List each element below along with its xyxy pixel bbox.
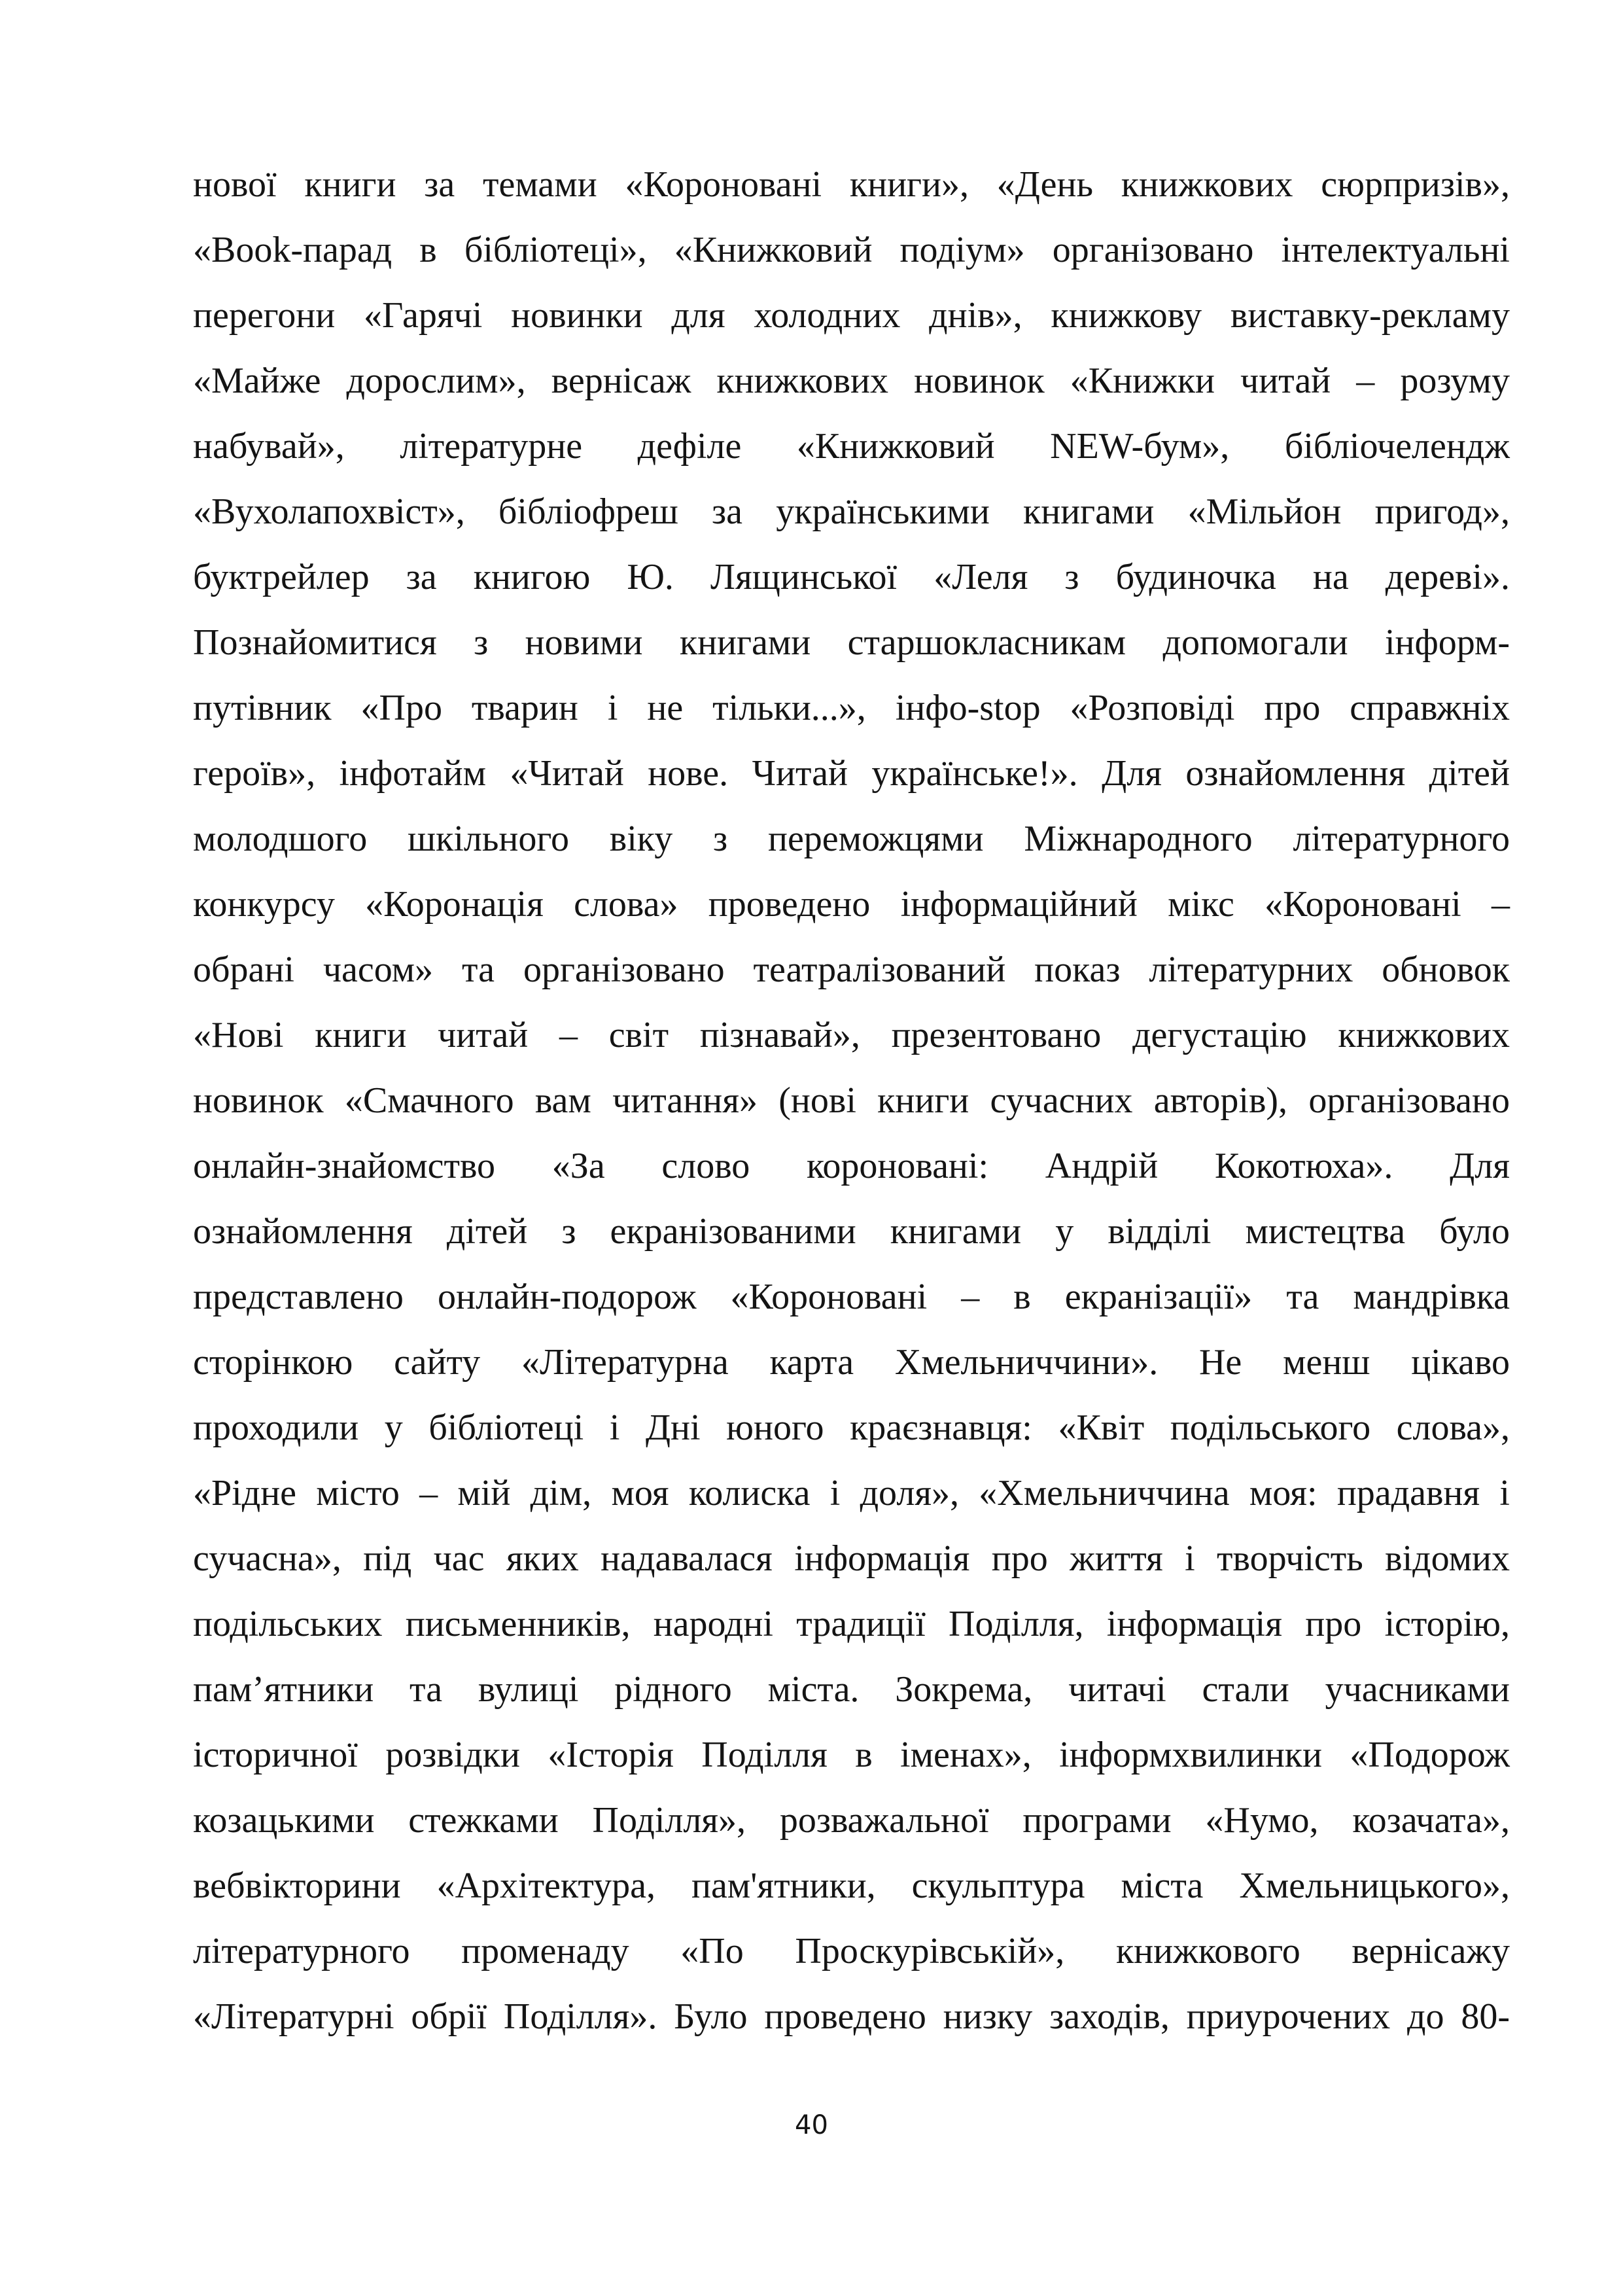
text-line: онлайн-знайомство «За слово короновані: Андрій Кокотюха». Для [193,1146,1510,1186]
text-line: проходили у бібліотеці і Дні юного краєзнавця: «Квіт подільського слова», [193,1407,1510,1448]
text-line: конкурсу «Коронація слова» проведено інформаційний мікс «Короновані – [193,884,1510,925]
text-line: сторінкою сайту «Літературна карта Хмельниччини». Не менш цікаво [193,1342,1510,1383]
text-line: представлено онлайн-подорож «Короновані – в екранізації» та мандрівка [193,1277,1510,1317]
text-line: новинок «Смачного вам читання» (нові книги сучасних авторів), організовано [193,1080,1510,1121]
text-line: «Майже дорослим», вернісаж книжкових новинок «Книжки читай – розуму [193,361,1510,401]
text-line: козацькими стежками Поділля», розважальної програми «Нумо, козачата», [193,1800,1510,1841]
text-line: буктрейлер за книгою Ю. Лящинської «Леля з будиночка на дереві». [193,557,1510,597]
text-line: подільських письменників, народні традиції Поділля, інформація про історію, [193,1604,1510,1644]
text-line: «Нові книги читай – світ пізнавай», презентовано дегустацію книжкових [193,1015,1510,1055]
text-line: пам’ятники та вулиці рідного міста. Зокрема, читачі стали учасниками [193,1669,1510,1710]
text-line: обрані часом» та організовано театралізований показ літературних обновок [193,949,1510,990]
text-line: сучасна», під час яких надавалася інформація про життя і творчість відомих [193,1538,1510,1579]
text-line: вебвікторини «Архітектура, пам'ятники, скульптура міста Хмельницького», [193,1865,1510,1906]
text-line: історичної розвідки «Історія Поділля в іменах», інформхвилинки «Подорож [193,1735,1510,1775]
text-line: молодшого шкільного віку з переможцями Міжнародного літературного [193,819,1510,859]
text-line: «Літературні обрії Поділля». Було проведено низку заходів, приурочених до 80- [193,1996,1510,2037]
page-number: 40 [795,2110,828,2140]
text-line: «Рідне місто – мій дім, моя колиска і доля», «Хмельниччина моя: прадавня і [193,1473,1510,1513]
text-line: літературного променаду «По Проскурівській», книжкового вернісажу [193,1931,1510,1971]
text-line: перегони «Гарячі новинки для холодних днів», книжкову виставку-рекламу [193,295,1510,336]
text-line: нової книги за темами «Короновані книги», «День книжкових сюрпризів», [193,164,1510,205]
text-line: набувай», літературне дефіле «Книжковий NEW-бум», бібліочелендж [193,426,1510,467]
text-line: путівник «Про тварин і не тільки...», інфо-stop «Розповіді про справжніх [193,688,1510,728]
text-line: «Book-парад в бібліотеці», «Книжковий подіум» організовано інтелектуальні [193,230,1510,270]
text-line: «Вухолапохвіст», бібліофреш за українськими книгами «Мільйон пригод», [193,491,1510,532]
body-text [193,152,1510,2049]
text-line: Познайомитися з новими книгами старшокласникам допомогали інформ- [193,622,1510,663]
text-line: героїв», інфотайм «Читай нове. Читай українське!». Для ознайомлення дітей [193,753,1510,794]
text-line: ознайомлення дітей з екранізованими книгами у відділі мистецтва було [193,1211,1510,1252]
